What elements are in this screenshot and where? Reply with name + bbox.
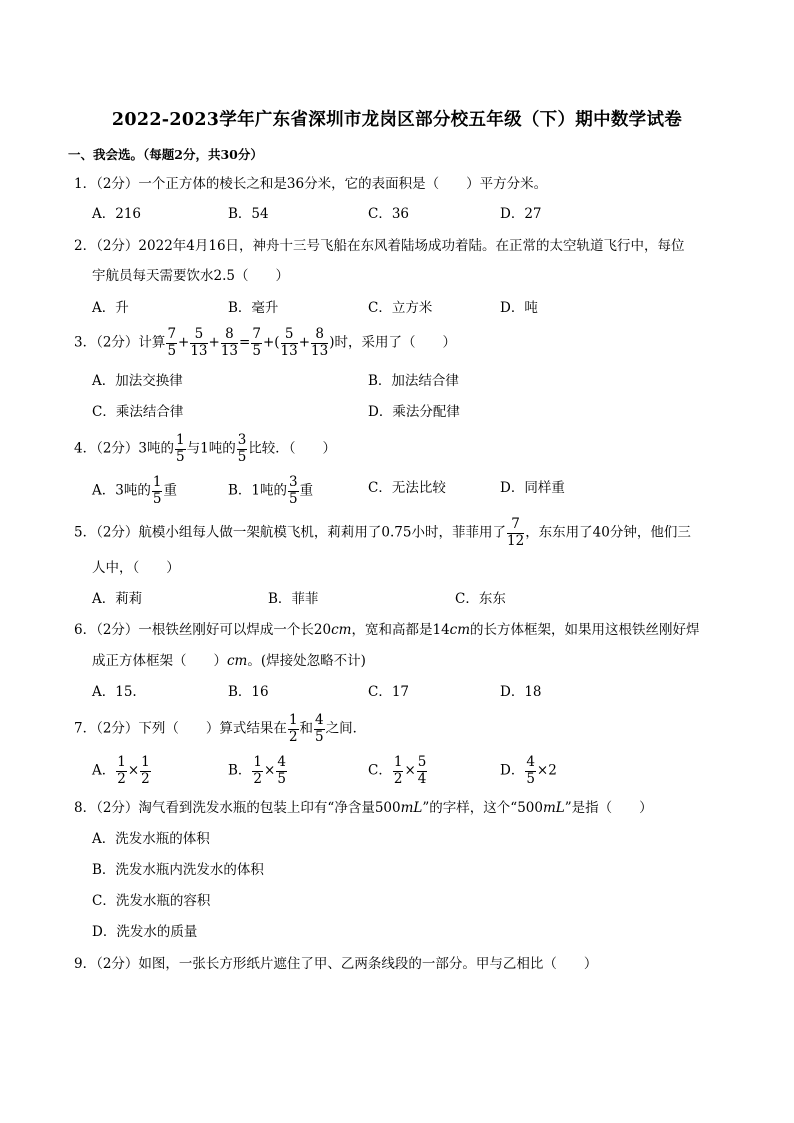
fraction: $\frac{3}{5}$ [237, 432, 247, 465]
q3-option-c[interactable]: C．乘法结合律 [92, 404, 184, 420]
q3-option-d[interactable]: D．乘法分配律 [368, 404, 460, 420]
fraction: $\frac{7}{5}$ [252, 326, 261, 359]
question-1: 1．（2分）一个正方体的棱长之和是36分米，它的表面积是（ ）平方分米。 [74, 176, 548, 192]
q7-option-c[interactable]: C． $\frac{1}{2}$ × $\frac{5}{4}$ [368, 754, 427, 787]
q7-option-b[interactable]: B． $\frac{1}{2}$ × $\frac{4}{5}$ [228, 754, 286, 787]
q6-option-b[interactable]: B．16 [228, 684, 269, 700]
q8-option-c[interactable]: C．洗发水瓶的容积 [92, 893, 211, 909]
question-5-line-2: 人中，（ ） [92, 560, 180, 576]
page-title: 2022-2023学年广东省深圳市龙岗区部分校五年级（下）期中数学试卷 [111, 110, 683, 130]
q1-option-d[interactable]: D．27 [500, 206, 542, 222]
q4-option-a[interactable]: A．3吨的 $\frac{1}{5}$ 重 [92, 474, 177, 507]
question-2-line-2: 宇航员每天需要饮水2.5（ ） [92, 268, 289, 284]
question-9: 9．（2分）如图，一张长方形纸片遮住了甲、乙两条线段的一部分。甲与乙相比（ ） [74, 956, 598, 972]
question-2-line-1: 2．（2分）2022年4月16日，神舟十三号飞船在东风着陆场成功着陆。在正常的太空轨道飞行中，每位 [74, 238, 685, 254]
q3-option-a[interactable]: A．加法交换律 [92, 373, 183, 389]
q7-option-d[interactable]: D． $\frac{4}{5}$ ×2 [500, 754, 557, 787]
question-8: 8．（2分）淘气看到洗发水瓶的包装上印有“净含量500mL”的字样，这个“500mL”是指（ ） [74, 800, 653, 816]
fraction: $\frac{5}{13}$ [190, 326, 208, 359]
fraction: $\frac{1}{2}$ [141, 754, 150, 787]
q1-option-b[interactable]: B．54 [228, 206, 269, 222]
question-5-line-1: 5．（2分）航模小组每人做一架航模飞机，莉莉用了0.75小时，菲菲用了 $\frac{7}{12}$ ，东东用了40分钟，他们三 [74, 516, 691, 549]
q8-option-a[interactable]: A．洗发水瓶的体积 [92, 831, 210, 847]
q8-option-d[interactable]: D．洗发水的质量 [92, 924, 198, 940]
fraction: $\frac{8}{13}$ [220, 326, 239, 359]
fraction: $\frac{1}{2}$ [288, 712, 298, 745]
fraction: $\frac{1}{5}$ [176, 432, 185, 465]
fraction: $\frac{5}{4}$ [417, 754, 427, 787]
q6-option-d[interactable]: D．18 [500, 684, 542, 700]
q8-option-b[interactable]: B．洗发水瓶内洗发水的体积 [92, 862, 264, 878]
q2-option-b[interactable]: B．毫升 [228, 300, 279, 316]
q3-option-b[interactable]: B．加法结合律 [368, 373, 459, 389]
fraction: $\frac{1}{2}$ [117, 754, 126, 787]
question-4: 4．（2分）3吨的 $\frac{1}{5}$ 与1吨的 $\frac{3}{5}$ 比较．（ ） [74, 432, 337, 465]
q2-option-a[interactable]: A．升 [92, 300, 129, 316]
q5-option-b[interactable]: B．菲菲 [268, 591, 319, 607]
section-heading: 一、我会选。（每题2分，共30分） [68, 147, 263, 162]
fraction: $\frac{4}{5}$ [315, 712, 324, 745]
fraction: $\frac{1}{2}$ [393, 754, 403, 787]
fraction: $\frac{1}{5}$ [152, 474, 162, 507]
q1-option-c[interactable]: C．36 [368, 206, 410, 222]
q2-option-c[interactable]: C．立方米 [368, 300, 433, 316]
fraction: $\frac{1}{2}$ [253, 754, 263, 787]
fraction: $\frac{7}{12}$ [507, 516, 525, 549]
q3-prefix: 3．（2分）计算 [74, 334, 166, 351]
q3-suffix: )时，采用了（ ） [329, 334, 456, 351]
fraction: $\frac{4}{5}$ [526, 754, 535, 787]
question-6-line-2: 成正方体框架（ ）cm。(焊接处忽略不计) [92, 653, 366, 669]
fraction: $\frac{7}{5}$ [167, 326, 177, 359]
question-7: 7．（2分）下列（ ）算式结果在 $\frac{1}{2}$ 和 $\frac{4}{5}$ 之间． [74, 712, 367, 745]
question-6-line-1: 6．（2分）一根铁丝刚好可以焊成一个长20cm，宽和高都是14cm的长方体框架，如果用这根铁丝刚好焊 [74, 622, 700, 638]
q4-option-d[interactable]: D．同样重 [500, 480, 565, 496]
question-3: 3．（2分）计算 $\frac{7}{5}$ + $\frac{5}{13}$ + $\frac{8}{13}$ = $\frac{7}{5}$ +( $\frac{5}{13}$ + $\frac{8}{13}$ )时，采用了（ ） [74, 326, 456, 359]
q2-option-d[interactable]: D．吨 [500, 300, 538, 316]
q5-option-a[interactable]: A．莉莉 [92, 591, 143, 607]
fraction: $\frac{5}{13}$ [280, 326, 298, 359]
q7-option-a[interactable]: A． $\frac{1}{2}$ × $\frac{1}{2}$ [92, 754, 150, 787]
fraction: $\frac{3}{5}$ [289, 474, 298, 507]
q6-option-c[interactable]: C．17 [368, 684, 410, 700]
q6-option-a[interactable]: A．15. [92, 684, 137, 700]
q1-option-a[interactable]: A．216 [92, 206, 142, 222]
q5-option-c[interactable]: C．东东 [455, 591, 506, 607]
fraction: $\frac{8}{13}$ [311, 326, 329, 359]
fraction: $\frac{4}{5}$ [277, 754, 286, 787]
q4-option-c[interactable]: C．无法比较 [368, 480, 446, 496]
q4-option-b[interactable]: B．1吨的 $\frac{3}{5}$ 重 [228, 474, 314, 507]
